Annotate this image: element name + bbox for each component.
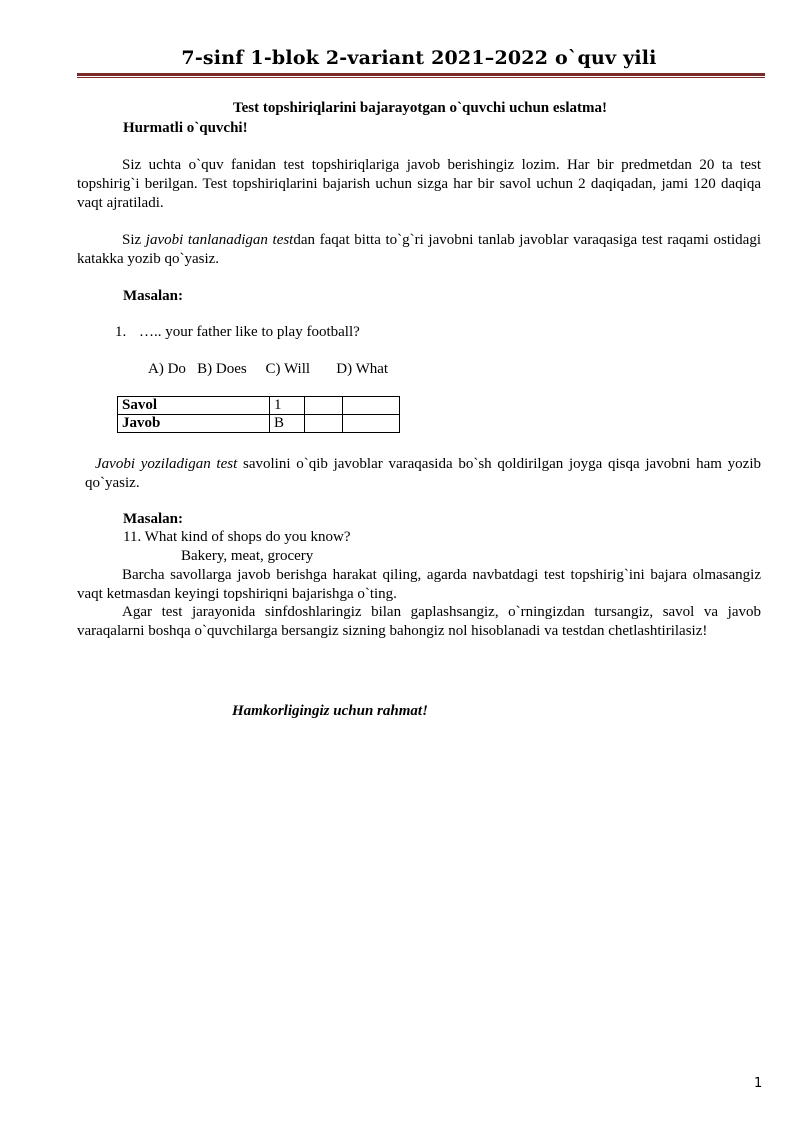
answer-table-label: Savol xyxy=(118,397,270,415)
answer-table-label: Javob xyxy=(118,415,270,433)
answer-table-cell xyxy=(305,397,343,415)
answer-table-cell: B xyxy=(270,415,305,433)
example1-question: ….. your father like to play football? xyxy=(139,324,360,340)
paragraph-instructions: Siz uchta o`quv fanidan test topshiriqlariga javob berishingiz lozim. Har bir predmetdan 20 ta test topshirig`i berilgan. Test topshiriqlarini bajarish uchun sizga har bir savol uchun 2 daqiqadan, jami 120 daqiqa vaqt ajratiladi. xyxy=(77,157,761,211)
example2-question: 11. What kind of shops do you know? xyxy=(123,529,351,545)
paragraph-choice-suffix: dan faqat bitta to`g`ri javobni tanlab javoblar varaqasiga test raqami ostidagi katakka yozib qo`yasiz. xyxy=(77,232,762,267)
page-number: 1 xyxy=(754,1076,763,1091)
paragraph-advice: Barcha savollarga javob berishga harakat qiling, agarda navbatdagi test topshirig`ini bajara olmasangiz vaqt ketmasdan keyingi topshiriqni bajarishga o`ting. xyxy=(77,567,761,602)
paragraph-choice-test xyxy=(77,231,761,269)
answer-table xyxy=(117,396,400,433)
paragraph-written-test xyxy=(85,455,761,493)
notice-title: Test topshiriqlarini bajarayotgan o`quvchi uchun eslatma! xyxy=(232,100,608,116)
answer-table-cell xyxy=(305,415,343,433)
answer-table-row xyxy=(118,397,400,415)
greeting: Hurmatli o`quvchi! xyxy=(123,120,248,136)
header-rule-thin xyxy=(77,77,765,78)
paragraph-choice-italic: javobi tanlanadigan test xyxy=(145,232,294,248)
example2-label: Masalan: xyxy=(123,511,183,527)
paragraph-warning: Agar test jarayonida sinfdoshlaringiz bilan gaplashsangiz, o`rningizdan tursangiz, savol va javob varaqalarni boshqa o`quvchilarga bersangiz sizning bahongiz nol hisoblanadi va testdan chetlashtirilasiz! xyxy=(77,604,761,639)
paragraph-written-suffix: savolini o`qib javoblar varaqasida bo`sh qoldirilgan joyga qisqa javobni ham yozib qo`yasiz. xyxy=(85,456,761,491)
answer-table-cell: 1 xyxy=(270,397,305,415)
closing-thanks: Hamkorligingiz uchun rahmat! xyxy=(232,703,428,719)
example1-label: Masalan: xyxy=(123,288,183,304)
example1-question-number: 1. xyxy=(115,324,127,340)
answer-table-cell xyxy=(343,397,400,415)
page-header-title: 7-sinf 1-blok 2-variant 2021–2022 o`quv yili xyxy=(181,47,657,69)
example2-answer: Bakery, meat, grocery xyxy=(181,548,314,564)
answer-table-row xyxy=(118,415,400,433)
paragraph-choice-prefix: Siz xyxy=(122,232,146,248)
header-rule-thick xyxy=(77,73,765,76)
answer-table-cell xyxy=(343,415,400,433)
paragraph-written-italic: Javobi yoziladigan test xyxy=(95,456,238,472)
example1-options: A) Do B) Does C) Will D) What xyxy=(148,361,389,377)
